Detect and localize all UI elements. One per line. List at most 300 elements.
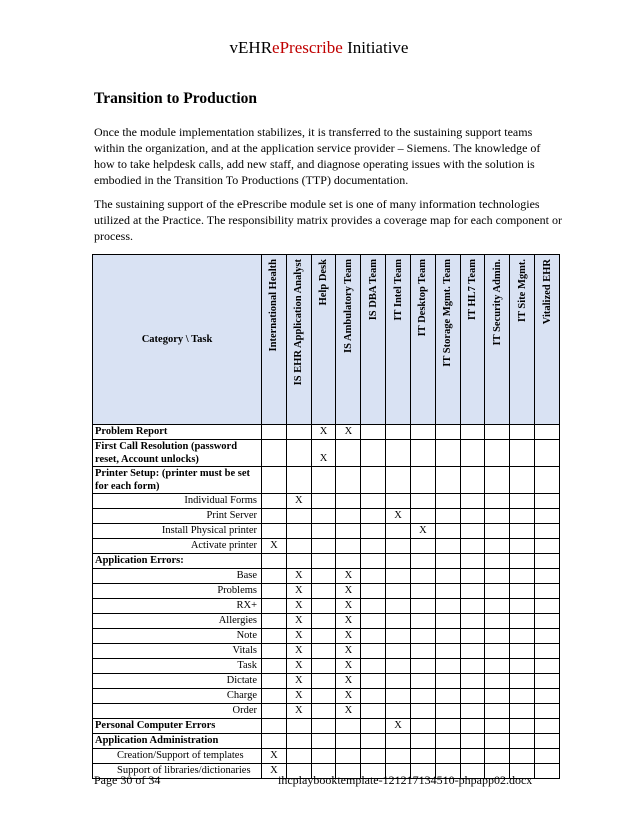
matrix-cell [361,584,386,599]
table-row [93,644,560,659]
matrix-cell [410,584,435,599]
matrix-cell [510,554,535,569]
matrix-cell [386,467,411,494]
table-row [93,674,560,689]
team-label: International Health [268,259,280,352]
matrix-cell [311,734,336,749]
matrix-cell [386,704,411,719]
matrix-cell [460,569,485,584]
matrix-cell [535,569,560,584]
matrix-cell [435,494,460,509]
team-header-11 [535,255,560,425]
matrix-cell [510,425,535,440]
matrix-cell [311,524,336,539]
team-header-7 [435,255,460,425]
matrix-cell: X [336,629,361,644]
task-label: Vitals [93,644,262,659]
team-label: IT Desktop Team [417,259,429,337]
matrix-cell [485,644,510,659]
matrix-cell [535,644,560,659]
team-header-10 [510,255,535,425]
matrix-cell [485,674,510,689]
matrix-cell [386,734,411,749]
document-filename: ihcplaybooktemplate-121217134510-phpapp02.docx [278,773,533,787]
matrix-cell [336,524,361,539]
matrix-cell [460,467,485,494]
matrix-cell [286,749,311,764]
matrix-cell: X [336,599,361,614]
matrix-cell: X [336,584,361,599]
matrix-cell [262,704,287,719]
matrix-cell [336,539,361,554]
matrix-cell [435,659,460,674]
matrix-cell: X [286,494,311,509]
matrix-cell [286,554,311,569]
matrix-cell [361,509,386,524]
matrix-cell: X [336,614,361,629]
matrix-cell [410,599,435,614]
matrix-cell [485,734,510,749]
matrix-cell [410,509,435,524]
task-label: Application Administration [93,734,262,749]
matrix-cell [485,599,510,614]
matrix-cell [485,614,510,629]
responsibility-matrix [92,254,560,779]
matrix-cell [485,719,510,734]
team-header-9 [485,255,510,425]
paragraph-2: The sustaining support of the ePrescribe module set is one of many information technologies utilized at the Practice. The responsibility matrix provides a coverage map for each component or process. [94,197,562,243]
matrix-cell [435,674,460,689]
matrix-cell [361,659,386,674]
matrix-cell [485,467,510,494]
matrix-cell [361,494,386,509]
matrix-cell [336,509,361,524]
matrix-cell [485,524,510,539]
matrix-cell: X [262,764,287,779]
matrix-cell [311,719,336,734]
matrix-cell: X [286,599,311,614]
matrix-cell [311,689,336,704]
matrix-cell [410,659,435,674]
table-row [93,467,560,494]
matrix-cell [485,509,510,524]
matrix-cell [262,425,287,440]
matrix-cell: X [286,629,311,644]
matrix-cell [361,689,386,704]
matrix-cell [262,554,287,569]
matrix-cell: X [286,614,311,629]
matrix-cell [386,494,411,509]
matrix-cell [286,524,311,539]
matrix-cell [311,569,336,584]
matrix-cell [435,467,460,494]
team-label: IT Intel Team [392,259,404,321]
matrix-cell [386,614,411,629]
task-label: Allergies [93,614,262,629]
matrix-cell [311,704,336,719]
matrix-cell [410,719,435,734]
task-label: Print Server [93,509,262,524]
table-row [93,704,560,719]
team-label: IS Ambulatory Team [342,259,354,353]
matrix-cell [262,494,287,509]
matrix-cell [262,509,287,524]
matrix-cell [535,539,560,554]
matrix-cell [460,554,485,569]
matrix-cell [410,629,435,644]
matrix-cell [435,599,460,614]
matrix-cell [336,749,361,764]
matrix-cell [262,644,287,659]
matrix-cell [262,614,287,629]
matrix-cell [460,539,485,554]
matrix-cell [510,524,535,539]
matrix-cell [410,425,435,440]
matrix-cell [460,440,485,467]
team-header-6 [410,255,435,425]
matrix-cell [510,749,535,764]
matrix-cell [460,494,485,509]
matrix-cell [361,614,386,629]
matrix-cell [336,719,361,734]
matrix-cell [336,554,361,569]
matrix-cell [485,554,510,569]
matrix-cell [386,425,411,440]
matrix-cell [410,704,435,719]
document-header [0,38,638,58]
matrix-cell [410,539,435,554]
matrix-cell [386,644,411,659]
matrix-cell: X [336,659,361,674]
matrix-cell [435,569,460,584]
matrix-cell [311,494,336,509]
matrix-cell [386,674,411,689]
matrix-cell [262,440,287,467]
matrix-cell [435,554,460,569]
matrix-cell [410,494,435,509]
team-label: IS EHR Application Analyst [293,259,305,386]
team-header-8 [460,255,485,425]
matrix-cell [262,467,287,494]
category-header: Category \ Task [93,255,262,425]
matrix-cell [262,584,287,599]
table-row [93,425,560,440]
matrix-cell [485,569,510,584]
paragraph-1: Once the module implementation stabilizes, it is transferred to the sustaining support teams within the organization, and at the application service provider – Siemens. The knowledge of how to take helpdesk calls, add new staff, and diagnose operating issues with the solution is embodied in the Transition To Productions (TTP) documentation. [94,125,541,187]
matrix-cell [435,584,460,599]
matrix-cell [435,749,460,764]
matrix-cell [262,734,287,749]
matrix-cell [361,467,386,494]
matrix-cell [361,674,386,689]
task-label: Order [93,704,262,719]
task-label: Base [93,569,262,584]
matrix-cell [460,614,485,629]
table-row [93,719,560,734]
team-header-1 [286,255,311,425]
matrix-cell [386,599,411,614]
matrix-cell [535,467,560,494]
header-prefix: vEHR [229,38,273,57]
table-row [93,554,560,569]
matrix-cell [435,524,460,539]
matrix-cell: X [311,440,336,467]
matrix-cell [410,644,435,659]
matrix-cell [386,554,411,569]
matrix-cell [410,689,435,704]
team-label: IT Security Admin. [491,259,503,346]
task-label: Note [93,629,262,644]
table-row [93,734,560,749]
task-label: First Call Resolution (password reset, Account unlocks) [93,440,262,467]
matrix-cell [311,599,336,614]
task-label: Activate printer [93,539,262,554]
matrix-cell [460,629,485,644]
task-label: Problem Report [93,425,262,440]
matrix-cell: X [286,704,311,719]
task-label: Creation/Support of templates [93,749,262,764]
matrix-cell [535,524,560,539]
matrix-cell [460,674,485,689]
matrix-cell [510,509,535,524]
matrix-cell [535,674,560,689]
matrix-cell [435,689,460,704]
matrix-cell: X [336,644,361,659]
team-header-4 [361,255,386,425]
matrix-cell [386,749,411,764]
matrix-cell [336,440,361,467]
matrix-cell [460,425,485,440]
matrix-cell [286,440,311,467]
matrix-cell: X [286,569,311,584]
matrix-cell [435,629,460,644]
task-label: RX+ [93,599,262,614]
matrix-cell [286,539,311,554]
matrix-cell: X [286,584,311,599]
team-header-2 [311,255,336,425]
matrix-cell [510,539,535,554]
header-suffix: Initiative [342,38,409,57]
table-row [93,539,560,554]
table-row [93,749,560,764]
matrix-cell [485,539,510,554]
matrix-cell [485,704,510,719]
team-label: Vitalized EHR [541,259,553,325]
matrix-cell [485,425,510,440]
matrix-cell [386,569,411,584]
matrix-cell [262,659,287,674]
matrix-cell [386,440,411,467]
matrix-cell [535,554,560,569]
matrix-cell [435,704,460,719]
matrix-cell [435,425,460,440]
table-row [93,569,560,584]
matrix-cell [311,659,336,674]
matrix-cell [286,467,311,494]
team-label: IT Site Mgmt. [516,259,528,323]
matrix-cell [535,704,560,719]
team-header-0 [262,255,287,425]
matrix-cell [460,524,485,539]
matrix-cell [460,659,485,674]
matrix-cell [510,614,535,629]
matrix-cell [535,599,560,614]
matrix-cell [311,674,336,689]
matrix-header-row [93,255,560,425]
matrix-cell [361,629,386,644]
matrix-cell [510,659,535,674]
matrix-cell [336,494,361,509]
matrix-cell [386,524,411,539]
matrix-cell [361,599,386,614]
matrix-cell [510,704,535,719]
matrix-body [93,425,560,779]
task-label: Charge [93,689,262,704]
matrix-cell [311,629,336,644]
matrix-cell [510,734,535,749]
matrix-cell [410,749,435,764]
matrix-cell: X [386,509,411,524]
matrix-cell [262,569,287,584]
table-row [93,494,560,509]
matrix-cell [535,734,560,749]
matrix-cell [386,584,411,599]
matrix-cell: X [262,539,287,554]
matrix-cell [485,689,510,704]
matrix-cell [485,629,510,644]
team-header-3 [336,255,361,425]
matrix-cell [535,719,560,734]
matrix-cell: X [311,425,336,440]
task-label: Application Errors: [93,554,262,569]
table-row [93,524,560,539]
matrix-cell: X [262,749,287,764]
matrix-cell [410,614,435,629]
matrix-cell [386,659,411,674]
matrix-cell: X [336,689,361,704]
matrix-cell [435,719,460,734]
table-row [93,689,560,704]
matrix-cell [460,644,485,659]
matrix-cell [311,749,336,764]
team-label: IT Storage Mgmt. Team [442,259,454,367]
matrix-cell [262,629,287,644]
matrix-cell [535,425,560,440]
matrix-cell [510,629,535,644]
matrix-cell [535,629,560,644]
matrix-cell [535,494,560,509]
matrix-cell [361,554,386,569]
matrix-cell [460,509,485,524]
matrix-cell [435,440,460,467]
matrix-cell [485,749,510,764]
team-label: Help Desk [318,259,330,306]
task-label: Problems [93,584,262,599]
matrix-cell [460,749,485,764]
matrix-cell [410,440,435,467]
matrix-cell [262,524,287,539]
matrix-cell: X [336,704,361,719]
matrix-cell: X [386,719,411,734]
table-row [93,659,560,674]
matrix-cell [286,425,311,440]
matrix-cell [311,644,336,659]
matrix-cell: X [286,644,311,659]
task-label: Support of libraries/dictionaries [93,764,262,779]
header-accent: ePrescribe [272,38,343,57]
table-row [93,599,560,614]
matrix-cell [535,584,560,599]
matrix-cell [262,674,287,689]
matrix-cell: X [286,659,311,674]
matrix-cell [262,719,287,734]
matrix-cell: X [336,674,361,689]
matrix-cell [311,467,336,494]
matrix-cell [311,509,336,524]
matrix-cell [460,704,485,719]
matrix-cell [311,554,336,569]
matrix-cell [460,719,485,734]
team-label: IT HL7 Team [467,259,479,321]
matrix-cell [535,659,560,674]
matrix-cell [435,509,460,524]
matrix-cell [435,644,460,659]
page-number: Page 30 of 34 [94,773,161,787]
table-row [93,440,560,467]
matrix-cell [410,467,435,494]
matrix-cell [435,614,460,629]
matrix-cell [510,494,535,509]
matrix-cell [460,689,485,704]
matrix-cell: X [286,674,311,689]
table-row [93,629,560,644]
matrix-cell [361,569,386,584]
matrix-cell [386,689,411,704]
matrix-cell [535,689,560,704]
matrix-cell [510,599,535,614]
task-label: Task [93,659,262,674]
matrix-cell [311,539,336,554]
matrix-cell [510,644,535,659]
task-label: Install Physical printer [93,524,262,539]
matrix-cell [485,494,510,509]
matrix-cell [336,467,361,494]
table-row [93,614,560,629]
matrix-cell [311,584,336,599]
matrix-cell [510,689,535,704]
matrix-cell [435,734,460,749]
matrix-cell [361,749,386,764]
matrix-cell [361,440,386,467]
matrix-cell: X [410,524,435,539]
matrix-cell: X [336,569,361,584]
matrix-cell: X [286,689,311,704]
table-row [93,584,560,599]
matrix-cell [386,629,411,644]
task-label: Printer Setup: (printer must be set for each form) [93,467,262,494]
matrix-cell [535,440,560,467]
matrix-cell [361,425,386,440]
matrix-cell [336,734,361,749]
table-row [93,509,560,524]
matrix-cell [510,584,535,599]
matrix-cell [510,674,535,689]
team-header-5 [386,255,411,425]
matrix-cell [510,440,535,467]
section-title: Transition to Production [94,90,258,107]
matrix-cell [535,509,560,524]
matrix-cell: X [336,425,361,440]
